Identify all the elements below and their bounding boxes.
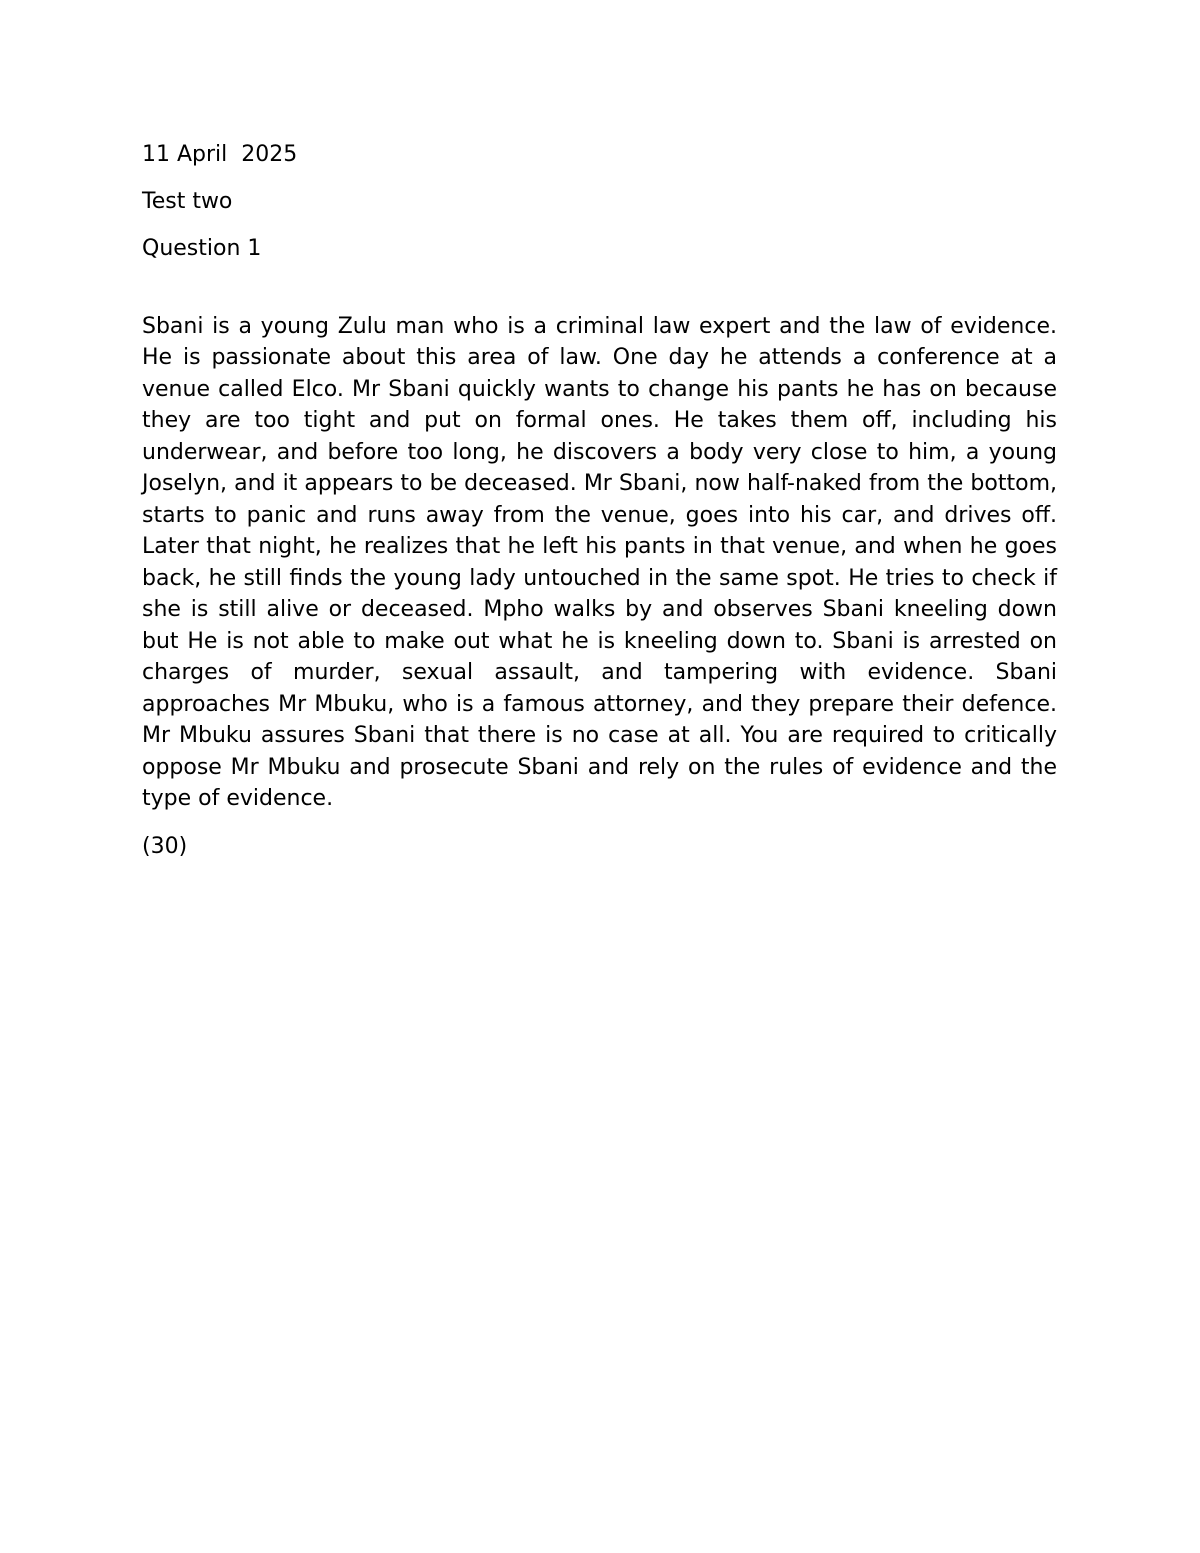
question-label: Question 1: [142, 236, 262, 261]
question-marks: (30): [142, 833, 188, 859]
document-date: 11 April 2025: [142, 142, 298, 167]
test-title: Test two: [142, 188, 233, 214]
document-content: [142, 139, 1057, 862]
question-body: Sbani is a young Zulu man who is a criminal law expert and the law of evidence. He is passionate about this area of law. One day he attends a conference at a venue called Elco. Mr Sbani quickly wants to change his pants he has on because they are too tight and put on formal ones. He takes them off, including his underwear, and before too long, he discovers a body very close to him, a young Joselyn, and it appears to be deceased. Mr Sbani, now half-naked from the bottom, starts to panic and runs away from the venue, goes into his car, and drives off. Later that night, he realizes that he left his pants in that venue, and when he goes back, he still finds the young lady untouched in the same spot. He tries to check if she is still alive or deceased. Mpho walks by and observes Sbani kneeling down but He is not able to make out what he is kneeling down to. Sbani is arrested on charges of murder, sexual assault, and tampering with evidence. Sbani approaches Mr Mbuku, who is a famous attorney, and they prepare their defence. Mr Mbuku assures Sbani that there is no case at all. You are required to critically oppose Mr Mbuku and prosecute Sbani and rely on the rules of evidence and the type of evidence.: [142, 313, 1057, 811]
